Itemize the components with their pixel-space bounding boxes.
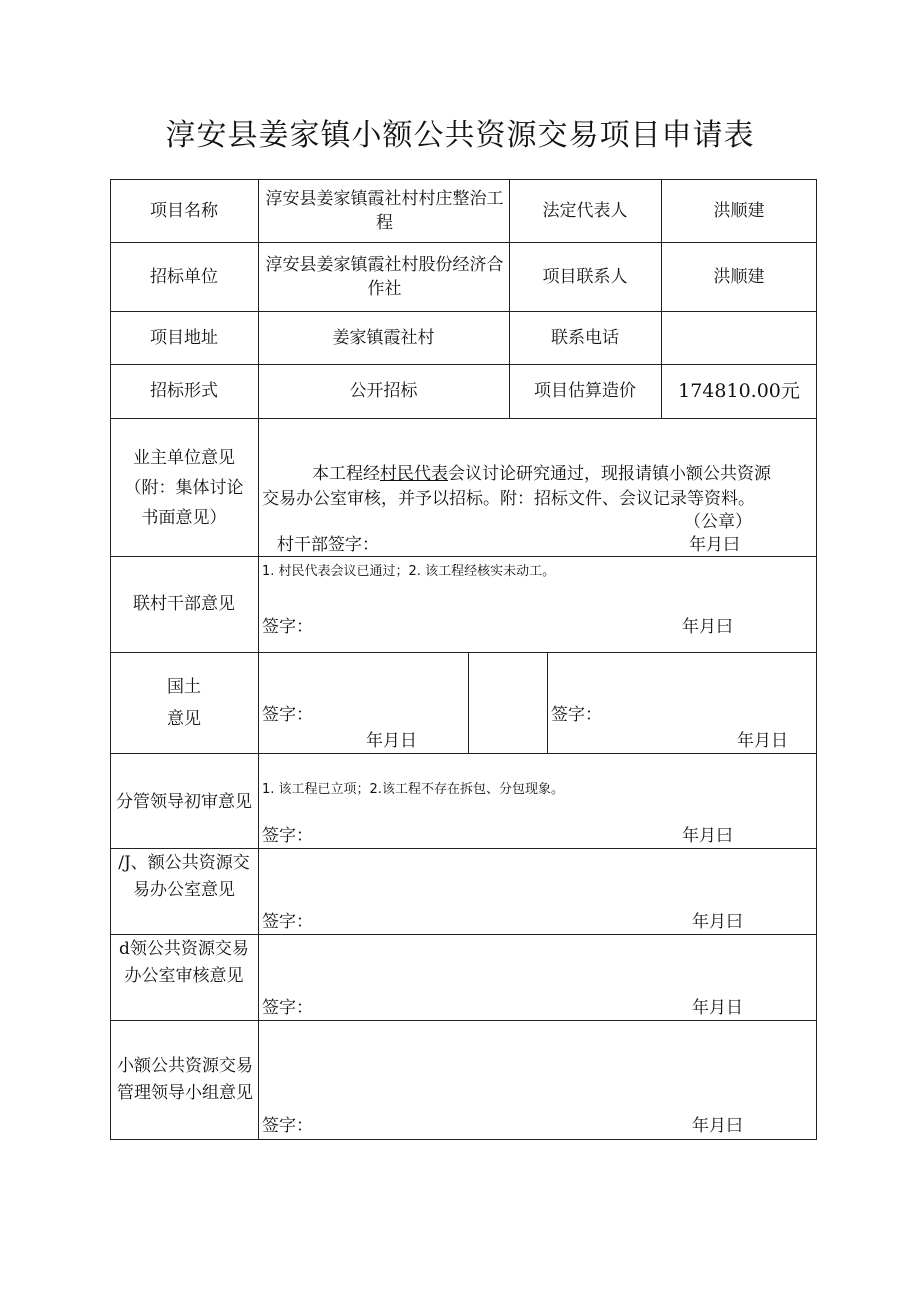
contact-label: 项目联系人 xyxy=(542,266,628,287)
contact-value: 洪顺建 xyxy=(713,266,765,287)
legal-rep-label: 法定代表人 xyxy=(542,200,628,221)
form-value: 公开招标 xyxy=(349,381,418,401)
liaison-note: 1. 村民代表会议已通过；2. 该工程经核实未动工。 xyxy=(262,564,556,579)
liaison-date: 年月曰 xyxy=(682,617,733,637)
land-sign-right: 签字： xyxy=(551,705,602,725)
phone-label: 联系电话 xyxy=(551,327,619,348)
owner-opinion-label: 业主单位意见（附：集体讨论书面意见） xyxy=(124,448,244,528)
land-sign-left: 签字： xyxy=(262,705,313,725)
owner-opinion-text-line2: 交易办公室审核，并予以招标。附：招标文件、会议记录等资料。 xyxy=(262,489,755,509)
owner-opinion-text-line1: 本工程经村民代表会议讨论研究通过，现报请镇小额公共资源 xyxy=(312,464,771,484)
leader-note: 1. 该工程已立项；2.该工程不存在拆包、分包现象。 xyxy=(262,782,564,797)
phone-value xyxy=(661,311,817,364)
cost-label: 项目估算造价 xyxy=(534,381,636,401)
leader-sign-label: 签字： xyxy=(262,826,313,846)
liaison-sign-label: 签字： xyxy=(262,617,313,637)
owner-sign-label: 村干部签字： xyxy=(277,535,379,555)
office-opinion-label: /J、额公共资源交易办公室意见 xyxy=(118,853,250,900)
page-title: 淳安县姜家镇小额公共资源交易项目申请表 xyxy=(165,118,755,153)
land-opinion-label: 国土 意见 xyxy=(167,676,201,729)
villager-representatives-text: 村民代表 xyxy=(380,464,448,484)
cost-value: 174810.00元 xyxy=(678,380,800,402)
group-opinion-label: 小额公共资源交易管理领导小组意见 xyxy=(117,1056,253,1103)
legal-rep-value: 洪顺建 xyxy=(713,200,765,221)
review-opinion-label: d领公共资源交易办公室审核意见 xyxy=(119,939,249,986)
review-date: 年月日 xyxy=(692,998,743,1018)
address-value: 姜家镇霞社村 xyxy=(332,327,435,348)
bid-unit-value: 淳安县姜家镇霞社村股份经济合作社 xyxy=(265,254,504,299)
project-name-label: 项目名称 xyxy=(150,200,218,221)
liaison-opinion-label: 联村干部意见 xyxy=(133,594,235,614)
leader-date: 年月曰 xyxy=(682,826,733,846)
review-sign-label: 签字： xyxy=(262,998,313,1018)
bid-unit-label: 招标单位 xyxy=(150,266,218,287)
owner-date: 年月曰 xyxy=(689,535,740,555)
owner-seal: （公章） xyxy=(684,512,752,532)
group-date: 年月曰 xyxy=(692,1116,743,1136)
group-sign-label: 签字： xyxy=(262,1116,313,1136)
land-date-right: 年月日 xyxy=(737,731,788,751)
land-date-left: 年月日 xyxy=(366,731,417,751)
leader-opinion-label: 分管领导初审意见 xyxy=(116,792,252,812)
office-sign-label: 签字： xyxy=(262,912,313,932)
project-name-value: 淳安县姜家镇霞社村村庄整治工程 xyxy=(265,188,504,233)
form-label: 招标形式 xyxy=(150,381,218,401)
office-date: 年月曰 xyxy=(692,912,743,932)
address-label: 项目地址 xyxy=(150,327,218,348)
